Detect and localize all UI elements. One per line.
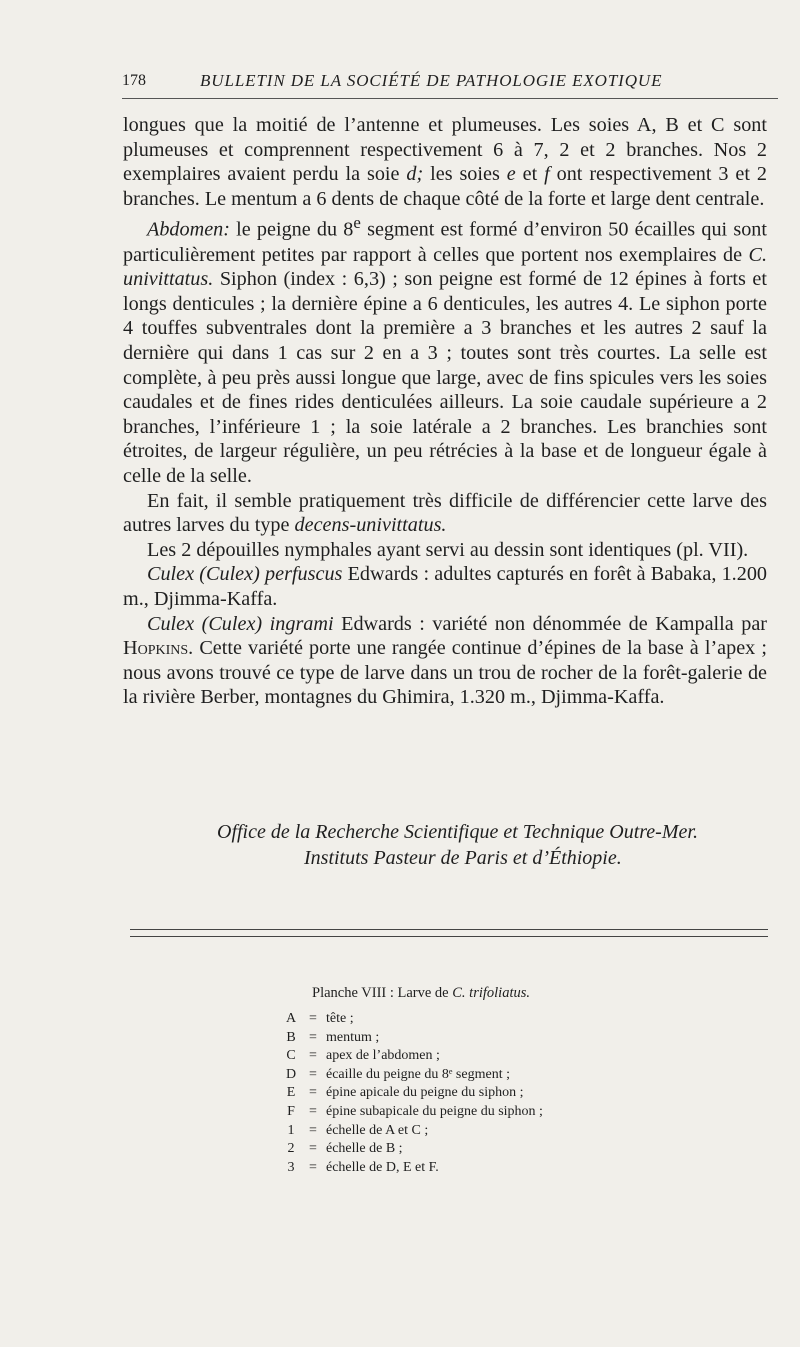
divider-rule-top <box>130 929 768 930</box>
legend-key: F <box>287 1103 295 1119</box>
legend-row <box>282 1029 543 1048</box>
text-run: et <box>515 163 545 186</box>
paragraph-ingrami <box>123 612 767 710</box>
legend-equals: = <box>309 1085 317 1101</box>
legend-row <box>282 1103 543 1122</box>
paragraph-perfuscus <box>123 562 767 611</box>
text-run: ont respectivement 3 et 2 branches. Le mentum a 6 dents de chaque côté de la forte et large dent centrale. <box>123 163 767 210</box>
legend-row <box>282 1066 543 1085</box>
legend-equals: = <box>309 1029 317 1045</box>
legend-key: 1 <box>287 1122 295 1138</box>
legend-key: D <box>285 1066 297 1082</box>
legend-text: tête ; <box>326 1011 354 1026</box>
text-run-italic: e <box>506 163 516 186</box>
species-name: Culex (Culex) ingrami <box>147 612 334 635</box>
legend-key: B <box>286 1029 296 1045</box>
author-name: Hopkins <box>123 637 189 660</box>
legend-key: A <box>285 1011 297 1026</box>
legend-equals: = <box>309 1103 317 1119</box>
plate-caption <box>312 985 530 1002</box>
legend-equals: = <box>309 1159 317 1175</box>
text-run: longues que la moitié de l’antenne et plumeuses. Les soies A, B et C sont plumeuses et comprennent respectivement 6 à 7, 2 et 2 branches. Nos 2 exemplaires avaient perdu la soie <box>123 114 767 186</box>
legend-text: écaille du peigne du 8ᵉ segment ; <box>326 1066 510 1082</box>
divider-rule-bottom <box>130 936 768 937</box>
caption-text: Planche VIII : Larve de <box>312 985 453 1001</box>
legend-key: C <box>286 1048 296 1064</box>
text-run: Edwards : adultes capturés en forêt à Babaka, 1.200 m., Djimma-Kaffa. <box>123 563 768 611</box>
affiliation-line-1: Office de la Recherche Scientifique et Technique Outre-Mer. <box>217 821 698 843</box>
legend-key: E <box>286 1085 296 1101</box>
legend-text: échelle de D, E et F. <box>326 1159 439 1175</box>
text-run: segment est formé d’environ 50 écailles qui sont particulièrement petites par rapport à celles que portent nos exemplaires de <box>123 219 767 266</box>
running-head: BULLETIN DE LA SOCIÉTÉ DE PATHOLOGIE EXOTIQUE <box>200 71 663 90</box>
affiliation <box>123 819 767 871</box>
legend-row <box>282 1122 543 1141</box>
legend-row <box>282 1047 543 1066</box>
superscript: e <box>353 213 361 233</box>
legend-key: 3 <box>287 1159 295 1175</box>
text-run: Siphon (index : 6,3) ; son peigne est formé de 12 épines à forts et longs denticules ; la dernière épine a 6 denticules, les autres 4. Le siphon porte 4 touffes subventrales dont la première a 3 branches et les autres 2 sauf la dernière qui dans 1 cas sur 2 en a 3 ; toutes sont très courtes. La selle est complète, à peu près aussi longue que large, avec de fins spicules vers les soies caudales et de fines rides denticulées ailleurs. La soie caudale supérieure a 2 branches, l’inférieure 1 ; la soie latérale a 2 branches. Les branchies sont étroites, de largeur régulière, un peu rétrécies à la base et de longueur égale à celle de la selle. <box>123 268 767 488</box>
text-run: le peigne du 8 <box>229 219 354 242</box>
legend-equals: = <box>309 1122 317 1138</box>
legend-equals: = <box>309 1011 317 1026</box>
body-text <box>123 113 767 710</box>
caption-species: C. trifoliatus. <box>452 985 531 1001</box>
species-type: decens-univittatus. <box>294 514 447 537</box>
affiliation-line-2: Instituts Pasteur de Paris et d’Éthiopie. <box>304 847 622 869</box>
legend-row <box>282 1084 543 1103</box>
text-run: Les 2 dépouilles nymphales ayant servi au dessin sont identiques (pl. VII). <box>147 538 749 561</box>
text-run-italic: d; <box>406 163 424 186</box>
species-name: C. univittatus. <box>123 243 767 291</box>
section-label-abdomen: Abdomen: <box>147 219 230 242</box>
text-run: En fait, il semble pratiquement très difficile de différencier cette larve des autres larves du type <box>123 489 767 537</box>
legend-text: échelle de A et C ; <box>326 1122 429 1138</box>
paragraph-1 <box>123 113 767 211</box>
legend-text: épine apicale du peigne du siphon ; <box>326 1085 524 1101</box>
text-run: les soies <box>423 163 507 186</box>
text-run-italic: f <box>544 163 550 186</box>
legend-row <box>282 1159 543 1178</box>
legend-text: échelle de B ; <box>326 1141 403 1157</box>
legend-equals: = <box>309 1048 317 1064</box>
legend-equals: = <box>309 1141 317 1157</box>
plate-legend <box>282 1010 543 1177</box>
legend-text: apex de l’abdomen ; <box>326 1048 440 1064</box>
legend-key: 2 <box>287 1141 295 1157</box>
species-name: Culex (Culex) perfuscus <box>147 563 343 586</box>
legend-row <box>282 1010 543 1029</box>
legend-text: mentum ; <box>326 1029 380 1045</box>
legend-row <box>282 1140 543 1159</box>
legend-equals: = <box>309 1066 317 1082</box>
text-run: . Cette variété porte une rangée continue d’épines de la base à l’apex ; nous avons trouvé ce type de larve dans un trou de rocher de la forêt-galerie de la rivière Berber, montagnes du Ghimira, 1.320 m., Djimma-Kaffa. <box>123 637 767 709</box>
page-header <box>122 68 778 99</box>
text-run: Edwards : variété non dénommée de Kampalla par <box>333 612 768 635</box>
paragraph-4 <box>123 538 767 563</box>
page-number: 178 <box>122 72 146 89</box>
paragraph-3 <box>123 489 767 538</box>
paragraph-abdomen <box>123 211 767 488</box>
legend-text: épine subapicale du peigne du siphon ; <box>326 1103 543 1119</box>
